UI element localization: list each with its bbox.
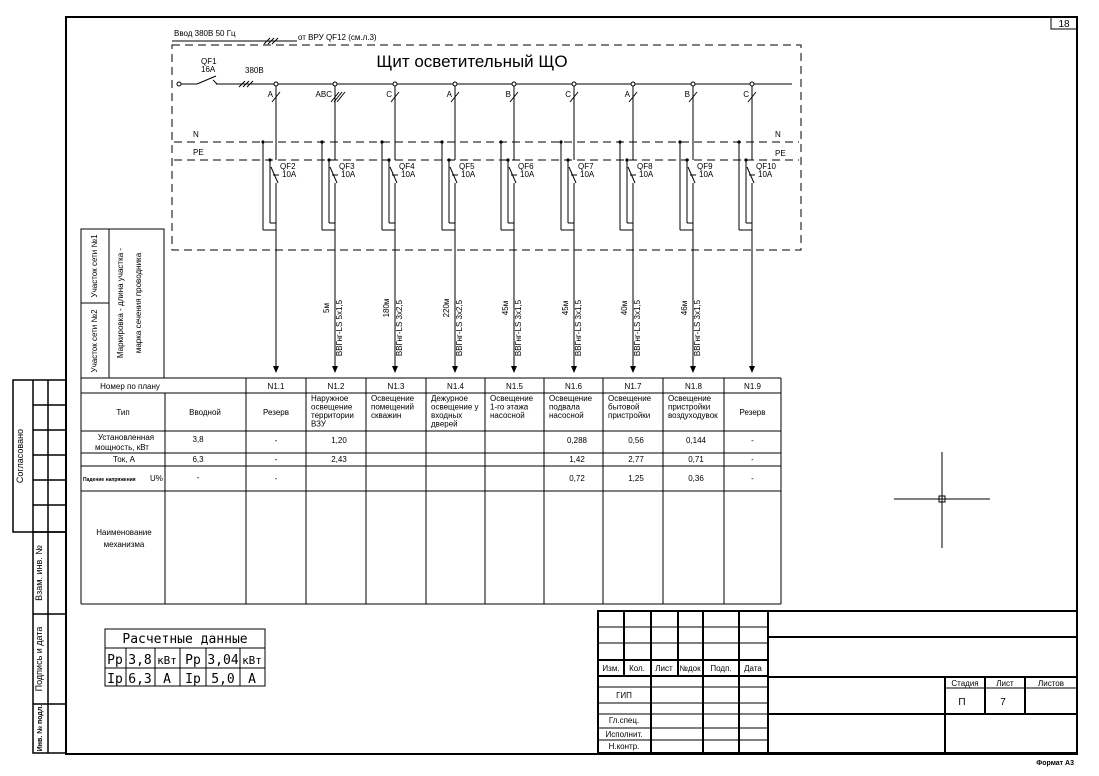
breaker-rating: 10A: [758, 170, 773, 179]
feeder-5: [499, 82, 534, 373]
group-type-line: входных: [431, 411, 463, 420]
calc-cell: Iр: [107, 672, 123, 687]
feeder-8: [678, 82, 713, 373]
legend-line2: марка сечения проводника: [134, 252, 143, 354]
legend-seg1: Участок сети №1: [90, 234, 99, 298]
title-col-label: Кол.: [629, 664, 645, 673]
legend-seg2: Участок сети №2: [90, 309, 99, 373]
title-col-label: Дата: [744, 664, 762, 673]
calc-cell: 6,3: [128, 672, 152, 687]
phase-label: B: [505, 90, 511, 99]
breaker-name: QF8: [637, 162, 653, 171]
group-type-line: Освещение: [371, 394, 415, 403]
sheet-number: 18: [1058, 19, 1070, 30]
phase-label: C: [565, 90, 571, 99]
cable-type: ВВГнг-LS 3х2,5: [395, 299, 404, 357]
calc-cell: Iр: [185, 672, 201, 687]
group-current: 1,42: [569, 455, 585, 464]
group-number: N1.2: [327, 382, 345, 391]
input-power: 3,8: [192, 435, 204, 444]
phase-label: ABC: [315, 90, 332, 99]
main-breaker: [177, 76, 792, 87]
cable-length: 220м: [442, 298, 451, 318]
cable-length: 45м: [561, 300, 570, 316]
breaker-rating: 10A: [461, 170, 476, 179]
breaker-name: QF5: [459, 162, 475, 171]
breaker-rating: 10A: [282, 170, 297, 179]
group-current: 2,77: [628, 455, 644, 464]
breaker-name: QF2: [280, 162, 296, 171]
feeder-arrow: [452, 366, 458, 373]
feeder-arrow: [273, 366, 279, 373]
group-current: 2,43: [331, 455, 347, 464]
title-role: ГИП: [616, 691, 632, 700]
group-type-line: подвала: [549, 402, 580, 412]
calc-cell: Рр: [185, 653, 201, 668]
group-type-line: 1-го этажа: [490, 402, 529, 412]
row-label-mech: Наименование: [96, 528, 152, 537]
group-number: N1.3: [387, 382, 405, 391]
breaker-rating: 10A: [639, 170, 654, 179]
calc-cell: Рр: [107, 653, 123, 668]
feeder-arrow: [571, 366, 577, 373]
title-block-roles: [606, 691, 643, 751]
breaker-name: QF3: [339, 162, 355, 171]
bus-node: [393, 82, 397, 86]
group-number: N1.6: [565, 382, 582, 391]
feeder-arrow: [392, 366, 398, 373]
group-number: N1.9: [744, 382, 761, 391]
cable-type: ВВГнг-LS 3х1,5: [514, 299, 523, 357]
group-number: N1.7: [624, 382, 642, 391]
breaker-rating: 10A: [699, 170, 714, 179]
cable-type: ВВГнг-LS 3х1,5: [633, 299, 642, 357]
title-col-label: Подп.: [710, 664, 732, 673]
row-label-power: Установленная: [97, 433, 155, 442]
stamp-inv-orig: Инв. № подл.: [37, 704, 44, 752]
feeder-3: [380, 82, 415, 373]
breaker-rating: 10A: [580, 170, 595, 179]
input-drop: -: [196, 473, 200, 482]
group-type-line: Освещение: [608, 394, 652, 403]
cable-length: 5м: [322, 303, 331, 313]
group-type-line: Освещение: [668, 394, 712, 403]
cable-type: ВВГнг-LS 3х1,5: [574, 299, 583, 357]
calc-cell: А: [248, 672, 256, 687]
title-col-label: Изм.: [602, 664, 620, 673]
cable-length: 180м: [382, 298, 391, 318]
feeder-2: [316, 82, 356, 373]
group-type-line: освещение: [311, 402, 353, 412]
group-type-line: пристройки: [668, 402, 711, 412]
feeder-arrow: [511, 366, 517, 373]
group-power: 1,20: [331, 436, 347, 445]
cable-type: ВВГнг-LS 3х1,5: [693, 299, 702, 357]
feeder-9: [737, 82, 776, 373]
n-label-left: N: [193, 130, 199, 139]
feeder-4: [440, 82, 475, 373]
group-type: Резерв: [263, 408, 289, 417]
breaker-rating: 10A: [341, 170, 356, 179]
phase-label: A: [624, 90, 630, 99]
bus-node: [333, 82, 337, 86]
group-number: N1.4: [447, 382, 464, 391]
stamp-replace-inv: Взам. инв. №: [34, 545, 44, 601]
feeder-1: [261, 82, 296, 373]
calc-title: Расчетные данные: [122, 632, 248, 647]
pe-label-right: PE: [775, 149, 786, 158]
row-label-drop-unit: U%: [150, 474, 163, 483]
breaker-rating: 10A: [520, 170, 535, 179]
cable-length: 40м: [620, 300, 629, 316]
group-current: -: [274, 455, 278, 464]
group-type-line: ВЗУ: [311, 419, 326, 429]
group-drop: 1,25: [628, 474, 644, 483]
feeder-arrow: [690, 366, 696, 373]
calc-cell: А: [163, 672, 171, 687]
group-type-line: скважин: [371, 411, 402, 420]
input-type: Вводной: [189, 408, 221, 417]
group-type: Резерв: [739, 408, 766, 417]
group-type-line: Дежурное: [431, 394, 468, 403]
group-type-line: Освещение: [490, 394, 534, 403]
pe-label-left: PE: [193, 148, 204, 157]
row-label-type: Тип: [116, 408, 130, 417]
row-label-current: Ток, А: [113, 455, 135, 464]
row-label-power-2: мощность, кВт: [95, 443, 149, 452]
stage-value: П: [958, 697, 966, 708]
breaker-name: QF9: [697, 162, 713, 171]
sheet-value: 7: [1000, 697, 1006, 708]
group-type-line: Освещение: [549, 394, 593, 403]
group-drop: -: [274, 474, 278, 483]
group-power: -: [751, 436, 754, 445]
bus-node: [691, 82, 695, 86]
title-role: Гл.спец.: [608, 716, 640, 725]
main-breaker-name: QF1: [201, 57, 217, 66]
crosshair-cursor: [894, 452, 990, 548]
group-type-line: пристройки: [608, 411, 651, 420]
feeder-circuits: [261, 82, 776, 373]
group-number: N1.5: [506, 382, 523, 391]
input-current: 6,3: [192, 455, 204, 464]
group-number: N1.1: [267, 382, 285, 391]
title-col-label: №док: [679, 664, 701, 673]
group-type-line: насосной: [490, 411, 525, 420]
calc-cell: 3,8: [128, 653, 152, 668]
row-label-drop: Падение напряжения: [83, 477, 136, 483]
phase-label: B: [684, 90, 690, 99]
feeder-7: [618, 82, 653, 373]
breaker-rating: 10A: [401, 170, 416, 179]
row-label-number: Номер по плану: [100, 382, 160, 391]
phase-label: C: [386, 90, 392, 99]
bus-node: [631, 82, 635, 86]
calc-cell: 3,04: [207, 653, 239, 668]
cable-length: 45м: [501, 300, 510, 316]
group-drop: 0,72: [569, 474, 585, 483]
group-type-line: территории: [311, 411, 354, 420]
group-current: -: [751, 455, 754, 464]
format-label: Формат А3: [1036, 760, 1074, 767]
sheet-label: Лист: [996, 679, 1014, 688]
group-type-line: освещение у: [431, 402, 479, 412]
input-supply-line: [172, 38, 297, 44]
title-col-label: Лист: [655, 664, 673, 673]
bus-node: [750, 82, 754, 86]
feeder-arrow: [630, 366, 636, 373]
bus-node: [572, 82, 576, 86]
calc-cell: кВт: [157, 654, 177, 667]
input-label: Ввод 380В 50 Гц: [174, 29, 236, 38]
feeder-arrow: [332, 366, 338, 373]
title-role: Н.контр.: [608, 742, 640, 751]
stamp-agreed: Согласовано: [15, 428, 25, 484]
cable-type: ВВГнг-LS 3х2,5: [455, 299, 464, 357]
title-role: Исполнит.: [605, 730, 643, 739]
phase-label: A: [267, 90, 273, 99]
calc-cell: кВт: [242, 654, 262, 667]
phase-label: C: [743, 90, 749, 99]
row-label-mech-2: механизма: [103, 540, 145, 549]
breaker-name: QF6: [518, 162, 534, 171]
group-type-line: бытовой: [608, 402, 640, 412]
feeder-arrow: [749, 366, 755, 373]
group-type-line: насосной: [549, 411, 584, 420]
cable-type: ВВГнг-LS 5х1,5: [335, 299, 344, 357]
group-number: N1.8: [685, 382, 702, 391]
stage-label: Стадия: [951, 679, 979, 688]
bus-voltage: 380В: [245, 66, 264, 75]
main-breaker-rating: 16A: [201, 65, 216, 74]
group-type-line: дверей: [431, 419, 458, 429]
group-power: 0,288: [566, 436, 588, 445]
group-current: 0,71: [688, 455, 704, 464]
group-drop: -: [751, 474, 754, 483]
phase-label: A: [446, 90, 452, 99]
feeder-6: [559, 82, 594, 373]
circuit-table: [81, 378, 781, 604]
calc-cell: 5,0: [211, 672, 235, 687]
group-power: 0,56: [628, 436, 644, 445]
group-power: -: [274, 436, 278, 445]
n-label-right: N: [775, 130, 781, 139]
group-type-line: Наружное: [311, 394, 349, 403]
bus-node: [274, 82, 278, 86]
group-type-line: помещений: [371, 402, 415, 412]
legend-line1: Маркировка - длина участка -: [116, 247, 125, 359]
panel-title: Щит осветительный ЩО: [376, 52, 568, 71]
breaker-name: QF4: [399, 162, 415, 171]
panel-enclosure: [172, 45, 801, 250]
cable-length: 46м: [680, 300, 689, 316]
group-type-line: воздуходувок: [668, 411, 718, 420]
bus-node: [512, 82, 516, 86]
breaker-name: QF7: [578, 162, 594, 171]
breaker-name: QF10: [756, 162, 777, 171]
bus-node: [453, 82, 457, 86]
stamp-sign-date: Подпись и дата: [34, 626, 44, 692]
group-drop: 0,36: [688, 474, 704, 483]
group-power: 0,144: [685, 436, 707, 445]
input-source: от ВРУ QF12 (см.л.3): [298, 33, 377, 42]
calc-cells: [107, 653, 262, 687]
sheets-label: Листов: [1038, 679, 1064, 688]
